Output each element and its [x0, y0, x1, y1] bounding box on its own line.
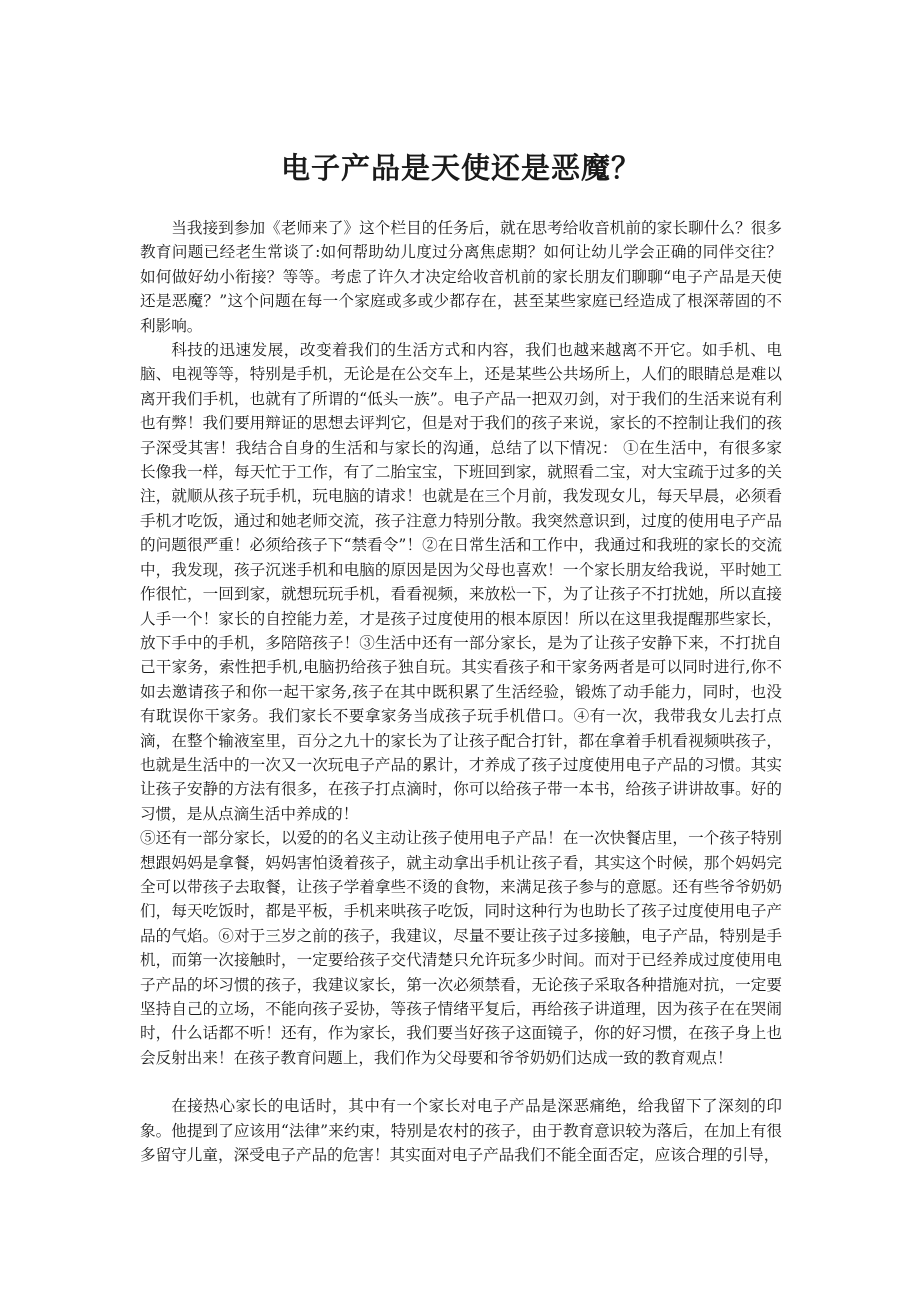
document-title: 电子产品是天使还是恶魔？	[280, 151, 641, 185]
paragraph-point-five: ⑤还有一部分家长，以爱的的名义主动让孩子使用电子产品！在一次快餐店里，一个孩子特别想跟妈妈是拿餐，妈妈害怕烫着孩子，就主动拿出手机让孩子看，其实这个时候，那个妈妈完全可以带孩子去取餐，让孩子学着拿些不烫的食物，来满足孩子参与的意愿。还有些爷爷奶奶们，每天吃饭时，都是平板，手机来哄孩子吃饭，同时这种行为也助长了孩子过度使用电子产品的气焰。⑥对于三岁之前的孩子，我建议，尽量不要让孩子过多接触，电子产品，特别是手机，而第一次接触时，一定要给孩子交代清楚只允许玩多少时间。而对于已经养成过度使用电子产品的坏习惯的孩子，我建议家长，第一次必须禁看，无论孩子采取各种措施对抗，一定要坚持自己的立场，不能向孩子妥协，等孩子情绪平复后，再给孩子讲道理，因为孩子在在哭闹时，什么话都不听！还有，作为家长，我们要当好孩子这面镜子，你的好习惯，在孩子身上也会反射出来！在孩子教育问题上，我们作为父母要和爷爷奶奶们达成一致的教育观点！	[140, 829, 782, 1067]
document-page	[140, 0, 782, 1302]
paragraph-intro: 当我接到参加《老师来了》这个栏目的任务后，就在思考给收音机前的家长聊什么？很多教育问题已经老生常谈了:如何帮助幼儿度过分离焦虑期？如何让幼儿学会正确的同伴交往？如何做好幼小衔接？等等。考虑了许久才决定给收音机前的家长朋友们聊聊“电子产品是天使还是恶魔？”这个问题在每一个家庭或多或少都存在，甚至某些家庭已经造成了根深蒂固的不利影响。	[140, 219, 782, 335]
paragraph-technology: 科技的迅速发展，改变着我们的生活方式和内容，我们也越来越离不开它。如手机、电脑、电视等等，特别是手机，无论是在公交车上，还是某些公共场所上，人们的眼睛总是难以离开我们手机，也就有了所谓的“低头一族”。电子产品一把双刃剑，对于我们的生活来说有利也有弊！我们要用辩证的思想去评判它，但是对于我们的孩子来说，家长的不控制让我们的孩子深受其害！我结合自身的生活和与家长的沟通，总结了以下情况： ①在生活中，有很多家长像我一样，每天忙于工作，有了二胎宝宝，下班回到家，就照看二宝，对大宝疏于过多的关注，就顺从孩子玩手机，玩电脑的请求！也就是在三个月前，我发现女儿，每天早晨，必须看手机才吃饭，通过和她老师交流，孩子注意力特别分散。我突然意识到，过度的使用电子产品的问题很严重！必须给孩子下“禁看令”！②在日常生活和工作中，我通过和我班的家长的交流中，我发现，孩子沉迷手机和电脑的原因是因为父母也喜欢！一个家长朋友给我说，平时她工作很忙，一回到家，就想玩玩手机，看看视频，来放松一下，为了让孩子不打扰她，所以直接人手一个！家长的自控能力差，才是孩子过度使用的根本原因！所以在这里我提醒那些家长，放下手中的手机，多陪陪孩子！③生活中还有一部分家长，是为了让孩子安静下来，不打扰自己干家务，索性把手机,电脑扔给孩子独自玩。其实看孩子和干家务两者是可以同时进行,你不如去邀请孩子和你一起干家务,孩子在其中既积累了生活经验，锻炼了动手能力，同时，也没有耽误你干家务。我们家长不要拿家务当成孩子玩手机借口。④有一次，我带我女儿去打点滴，在整个输液室里，百分之九十的家长为了让孩子配合打针，都在拿着手机看视频哄孩子，也就是生活中的一次又一次玩电子产品的累计，才养成了孩子过度使用电子产品的习惯。其实让孩子安静的方法有很多，在孩子打点滴时，你可以给孩子带一本书，给孩子讲讲故事。好的习惯，是从点滴生活中养成的！	[140, 341, 782, 823]
document-body	[140, 216, 782, 1167]
paragraph-parent-call: 在接热心家长的电话时，其中有一个家长对电子产品是深恶痛绝，给我留下了深刻的印象。他提到了应该用“法律”来约束，特别是农村的孩子，由于教育意识较为落后，在加上有很多留守儿童，深受电子产品的危害！其实面对电子产品我们不能全面否定，应该合理的引导，	[140, 1097, 782, 1165]
